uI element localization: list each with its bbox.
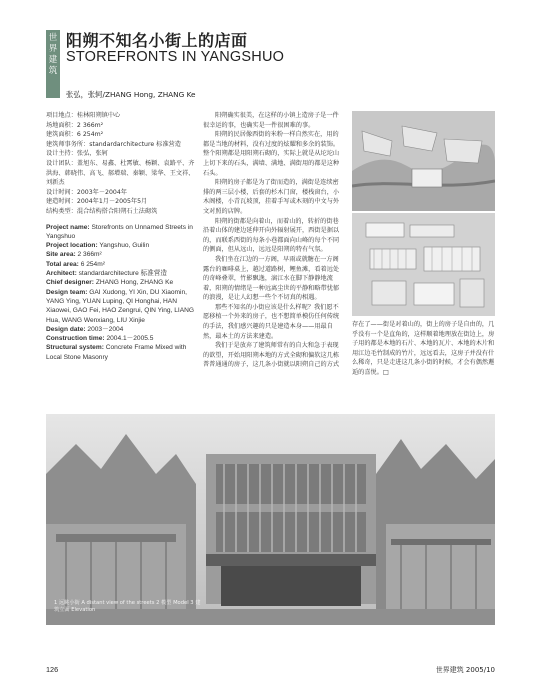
info-line: 设计主持：张弘，张轲 xyxy=(46,150,108,158)
info-line: 建筑师事务所：standardarchitecture 标准营造 xyxy=(46,140,181,148)
info-line: 建筑面积：6 254m² xyxy=(46,131,104,139)
info-line: 设计团队：盖旭东、易鑫、杜霄敏、杨颖、袁路平、齐洪海、韩晓伟、高飞、郝增瑞、秦颖、梁华、王文祥、刘新杰 xyxy=(46,159,195,187)
paragraph: 那些不知名的小街应该是什么样呢？我们愿不愿移植一个外来的房子，也不想简单模仿任何传统的手法，我们感兴趣的只是建造本身——用最自然，最本土的方法来建造。 xyxy=(203,303,340,340)
paragraph: 阳朔确实很美，在这样的小镇上造房子是一件很幸运的事，也确实是一件很困难的事。 xyxy=(203,112,339,129)
section-tab-char: 界 xyxy=(48,44,58,54)
paragraph: 阳朔的房子都是为了街而造的，满街是连续密排的两三层小楼，后套的杉木门窗，楼栈窗台，小木阁楼，小青瓦坡顶，挂着手写或木刻的中文与外文对照的店牌。 xyxy=(203,179,340,215)
title-chinese: 阳朔不知名小街上的店面 xyxy=(66,31,248,50)
paragraph: 阳朔的街都是向着山，而着山的，转折的街巷沿着山体的建边延伸开向外辐射展开，西街是据以的，而联系西街的每条小巷都面向山峰的每个不同的侧面，但从远山，远远是阳朔的特有气氛。 xyxy=(203,217,340,254)
info-line: Chief designer: ZHANG Hong, ZHANG Ke xyxy=(46,279,174,287)
journal-issue: 世界建筑 2005/10 xyxy=(435,666,495,674)
body-text-column-3 xyxy=(352,320,495,378)
site-aerial-photo xyxy=(352,111,495,211)
info-line: 设计时间：2003年－2004年 xyxy=(46,188,127,196)
paragraph: 阳朔的民居像西街的米粉一样自然实在，用的都是当地的材料，没有过度的炫耀和多余的装饰。整个阳朔都是用阳朔石砌的，实际上就是从坨坨山上切下来的石头，满墙、满地、满街用的都是这种石头。 xyxy=(203,131,340,177)
info-line: 结构类型：混合结构搭合阳朔石土法砌筑 xyxy=(46,207,158,215)
photo-caption: 1 远眺小街 A distant view of the streets 2 模型 Model 3 建筑立面 Elevation xyxy=(54,600,201,613)
info-line: Construction time: 2004.1－2005.5 xyxy=(46,335,154,343)
body-text-column-2 xyxy=(203,111,343,370)
info-line: Project location: Yangshuo, Guilin xyxy=(46,242,150,250)
title-english: STOREFRONTS IN YANGSHUO xyxy=(66,49,285,65)
info-line: Structural system: Concrete Frame Mixed with Local Stone Masonry xyxy=(46,344,187,361)
model-photo xyxy=(352,213,495,316)
paragraph: 我们坐在江边的一方阁，早雨或就糖在一方阁露台的咖啡桌上，越过道路树，鲤鱼滩，看着远处的奇峰叠翠，竹影飘逸，漓江水在脚下静静地流着，阳朔的情绪是一种远离尘世的平静和略带忧郁的浪漫，是让人幻想一些个不切真的相遇。 xyxy=(203,255,340,302)
info-line: Design date: 2003－2004 xyxy=(46,325,124,333)
info-line: Design team: GAI Xudong, YI Xin, DU Xiaomin, YANG Ying, YUAN Luping, QI Honghai, HAN Xiaowei, GAO Fei, HAO Zengrui, QIN Ying, LIANG Hua, WANG Wenxiang, LIU Xinjie xyxy=(46,288,195,324)
info-line: 项目地点：桂林阳朔镇中心 xyxy=(46,112,121,119)
street-photo xyxy=(46,414,495,625)
page-number: 126 xyxy=(46,665,59,674)
info-line: 场地面积：2 366m² xyxy=(46,121,104,129)
paragraph: 我们于是放弃了建筑师常有的自大和急于表现的欲望，开始用阳朔本地的方式全砌和偏软这几栋普普通通的房子，这几条小街就以阳朔自己的方式 xyxy=(203,342,340,369)
paragraph: 存在了——街是对着山的，街上的房子是自由的，几乎没有一个是直角的，这样顺着地理放在街边上，房子用的都是本地的石片、本地的瓦片、本地的木片和用江边毛竹制成的竹片，远远看去，这房子并没有什么稀奇，只是走进这几条小街的时候，才会有偶然邂逅的喜悦。□ xyxy=(352,321,495,376)
info-line: Project name: Storefronts on Unnamed Streets in Yangshuo xyxy=(46,223,193,240)
info-line: 建造时间：2004年1月－2005年5月 xyxy=(46,198,148,206)
section-tab-char: 世 xyxy=(48,33,58,43)
project-info-chinese xyxy=(46,111,196,217)
project-info xyxy=(46,111,196,362)
authors: 张弘，张轲/ZHANG Hong, ZHANG Ke xyxy=(66,90,196,99)
info-line: Site area: 2 366m² xyxy=(46,251,102,259)
section-tab xyxy=(46,30,60,98)
section-tab-char: 建 xyxy=(48,55,58,65)
info-line: Total area: 6 254m² xyxy=(46,260,105,268)
section-tab-char: 筑 xyxy=(48,66,58,76)
info-line: Architect: standardarchitecture 标准营造 xyxy=(46,270,167,278)
project-info-english xyxy=(46,223,196,362)
